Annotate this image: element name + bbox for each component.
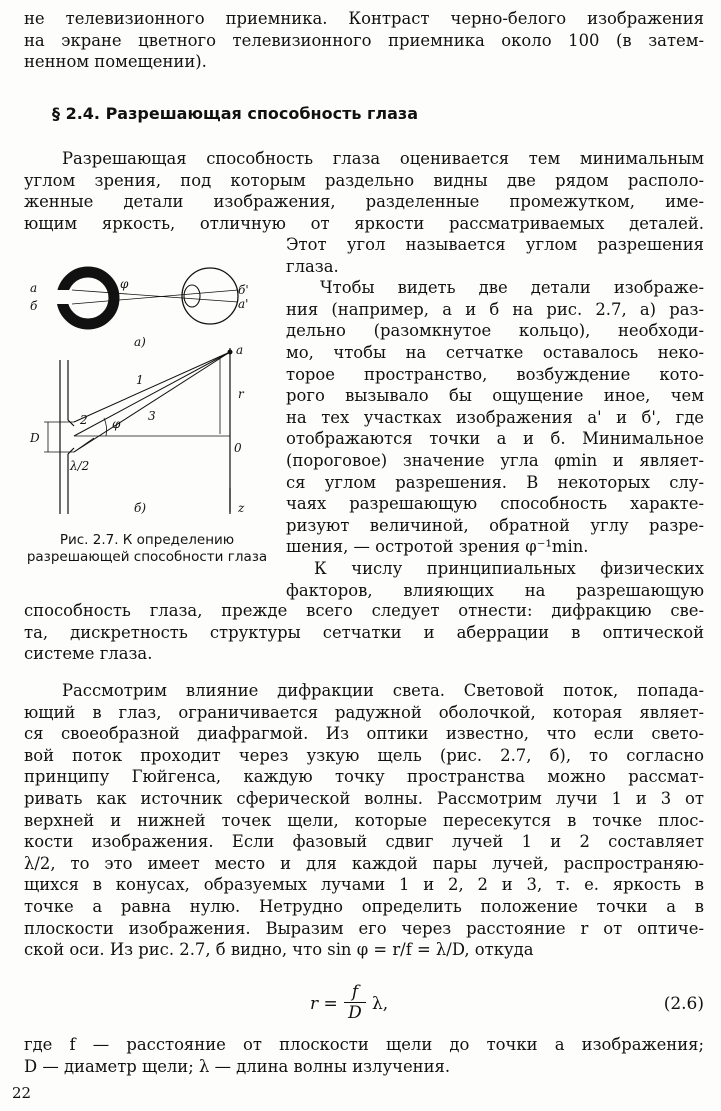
text-line: рого вызывало бы ощущение иное, чем bbox=[286, 386, 704, 406]
label-b-prime: б' bbox=[238, 283, 249, 297]
label-subfig-a: а) bbox=[134, 335, 146, 349]
formula-2-6 bbox=[300, 982, 704, 1026]
text-line: ющий в глаз, ограничивается радужной оболочкой, которая являет- bbox=[24, 702, 704, 722]
text-line: кости изображения. Если фазовый сдвиг лучей 1 и 2 составляет bbox=[24, 832, 704, 852]
formula-denominator: D bbox=[348, 1003, 362, 1023]
text-line: на тех участках изображения а' и б', где bbox=[286, 407, 704, 427]
text-line: отображаются точки а и б. Минимальное bbox=[286, 429, 704, 449]
text-line: щихся в конусах, образуемых лучами 1 и 2, 2 и 3, т. е. яркость в bbox=[24, 875, 704, 895]
text-line: (пороговое) значение угла φmin и являет- bbox=[286, 450, 704, 470]
page-number: 22 bbox=[12, 1084, 32, 1102]
text-line: торое пространство, возбуждение кото- bbox=[286, 364, 704, 384]
formula-fraction bbox=[344, 982, 366, 1023]
formula-numerator: f bbox=[344, 982, 366, 1003]
top-paragraph bbox=[24, 8, 704, 73]
text-line: не телевизионного приемника. Контраст черно-белого изображения bbox=[24, 9, 704, 28]
label-phi: φ bbox=[120, 277, 129, 291]
text-line: D — диаметр щели; λ — длина волны излучения. bbox=[24, 1056, 451, 1076]
diffraction-paragraph bbox=[24, 680, 704, 961]
text-line: мо, чтобы на сетчатке оставалось неко- bbox=[286, 342, 704, 362]
text-line: дельно (разомкнутое кольцо), необходи- bbox=[286, 321, 704, 341]
text-line: ненном помещении). bbox=[24, 52, 207, 72]
figure-diagram bbox=[24, 256, 274, 526]
slit-edge bbox=[68, 448, 74, 454]
formula-tail: λ, bbox=[372, 994, 389, 1014]
ring-gap bbox=[52, 290, 70, 304]
text-line: чаях разрешающую способность характе- bbox=[286, 494, 704, 514]
text-line: Рассмотрим влияние дифракции света. Световой поток, попада- bbox=[62, 681, 704, 700]
intro-paragraph bbox=[24, 148, 704, 234]
text-line: ся углом разрешения. В некоторых слу- bbox=[286, 472, 704, 492]
text-line: вой поток проходит через узкую щель (рис. 2.7, б), то согласно bbox=[24, 745, 704, 765]
label-b: б bbox=[30, 299, 38, 313]
text-line: глаза. bbox=[286, 256, 339, 276]
text-line: факторов, влияющих на разрешающую bbox=[286, 580, 704, 600]
label-lambda-half: λ/2 bbox=[70, 459, 90, 473]
continuation-paragraph bbox=[24, 600, 704, 665]
label-zero: 0 bbox=[234, 441, 242, 455]
eye-lens bbox=[184, 285, 200, 307]
label-point-a: а bbox=[236, 343, 244, 357]
where-paragraph bbox=[24, 1034, 704, 1077]
ray-3 bbox=[74, 352, 230, 452]
text-line: ния (например, а и б на рис. 2.7, а) раз- bbox=[286, 299, 704, 319]
text-line: системе глаза. bbox=[24, 644, 153, 664]
label-subfig-b: б) bbox=[134, 501, 147, 515]
angle-arc bbox=[104, 418, 107, 436]
text-line: женные детали изображения, разделенные промежутком, име- bbox=[24, 192, 704, 212]
text-line: где f — расстояние от плоскости щели до точки а изображения; bbox=[24, 1035, 704, 1054]
text-line: углом зрения, под которым раздельно видны две рядом располо- bbox=[24, 170, 704, 190]
text-line: Чтобы видеть две детали изображе- bbox=[320, 278, 704, 298]
section-heading: § 2.4. Разрешающая способность глаза bbox=[52, 104, 418, 123]
text-line: Этот угол называется углом разрешения bbox=[286, 235, 704, 254]
label-ray-1: 1 bbox=[136, 373, 144, 387]
text-line: ской оси. Из рис. 2.7, б видно, что sin φ = r/f = λ/D, откуда bbox=[24, 940, 534, 960]
text-line: ривать как источник сферической волны. Рассмотрим лучи 1 и 3 от bbox=[24, 788, 704, 808]
text-line: плоскости изображения. Выразим его через расстояние r от оптиче- bbox=[24, 918, 704, 938]
label-a-prime: а' bbox=[238, 297, 249, 311]
figure-caption: Рис. 2.7. К определению разрешающей способности глаза bbox=[26, 532, 268, 565]
text-line: принципу Гюйгенса, каждую точку пространства можно рассмат- bbox=[24, 767, 704, 787]
text-line: на экране цветного телевизионного приемника около 100 (в затем- bbox=[24, 30, 704, 50]
figure-2-7 bbox=[24, 256, 274, 526]
wrap-text-column bbox=[286, 234, 704, 601]
text-line: К числу принципиальных физических bbox=[314, 558, 704, 578]
label-r: r bbox=[238, 387, 244, 401]
label-D: D bbox=[30, 431, 40, 445]
text-line: ризуют величиной, обратной углу разре- bbox=[286, 515, 704, 535]
text-line: λ/2, то это имеет место и для каждой пары лучей, распространяю- bbox=[24, 853, 704, 873]
text-line: та, дискретность структуры сетчатки и аберрации в оптической bbox=[24, 622, 704, 642]
text-line: ющим яркость, отличную от яркости рассматриваемых деталей. bbox=[24, 213, 704, 233]
formula-number: (2.6) bbox=[663, 994, 704, 1014]
point-a bbox=[228, 350, 233, 355]
label-a: а bbox=[30, 281, 38, 295]
slit-edge bbox=[68, 420, 74, 426]
text-line: Разрешающая способность глаза оценивается тем минимальным bbox=[62, 149, 704, 168]
ray-2 bbox=[74, 352, 230, 436]
text-line: ся своеобразной диафрагмой. Из оптики известно, что если свето- bbox=[24, 724, 704, 744]
label-phi-b: φ bbox=[112, 417, 121, 431]
text-line: точке а равна нулю. Нетрудно определить положение точки а в bbox=[24, 896, 704, 916]
eye-ball bbox=[182, 268, 238, 324]
text-line: способность глаза, прежде всего следует отнести: дифракцию све- bbox=[24, 601, 704, 620]
label-z: z bbox=[238, 501, 245, 515]
phase-line bbox=[74, 438, 94, 452]
label-ray-2: 2 bbox=[80, 413, 88, 427]
formula-lhs: r = bbox=[310, 994, 338, 1014]
text-line: шения, — остротой зрения φ⁻¹min. bbox=[286, 537, 589, 557]
label-ray-3: 3 bbox=[148, 409, 156, 423]
text-line: верхней и нижней точек щели, которые пересекутся в точке плос- bbox=[24, 810, 704, 830]
